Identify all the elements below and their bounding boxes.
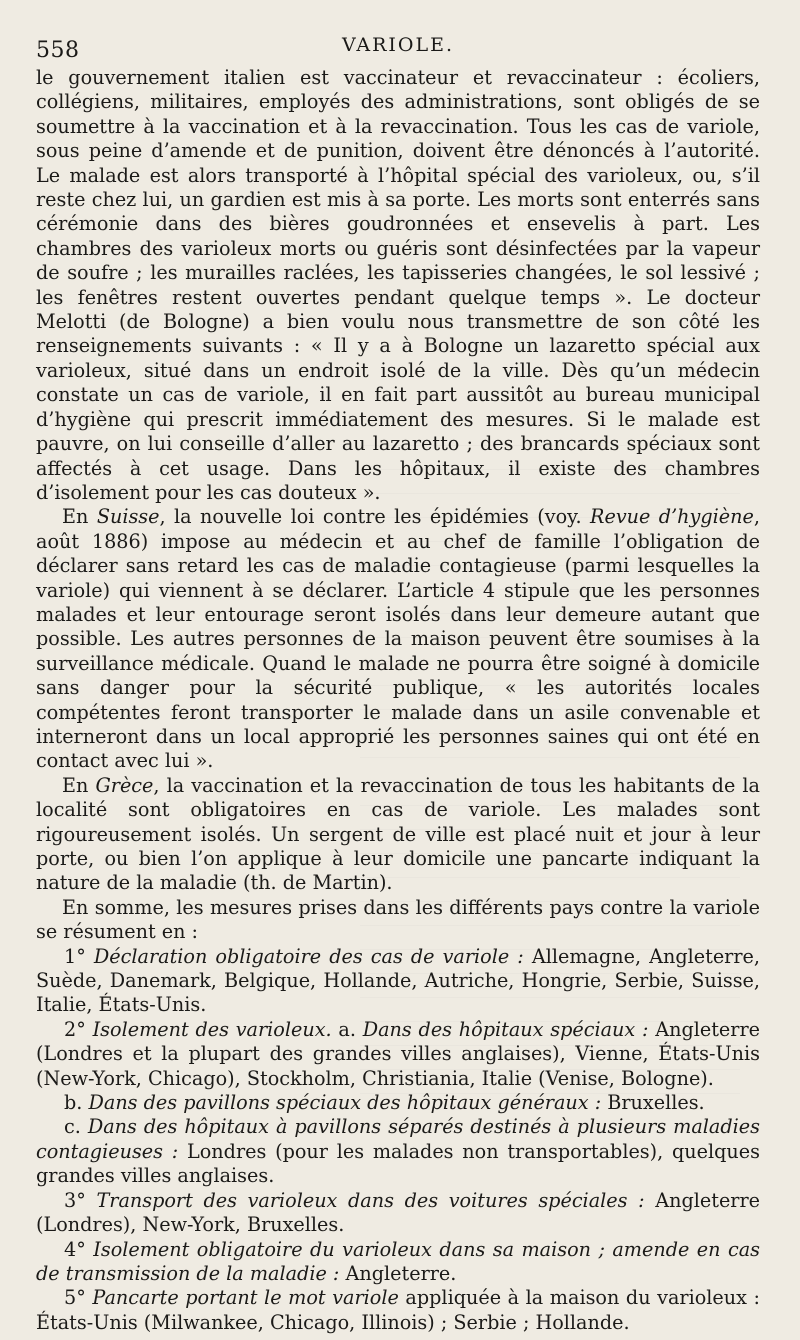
quoted-word: variole	[332, 1286, 399, 1310]
country-prefix: En	[62, 773, 89, 797]
paragraph-text: août 1886) impose au médecin et au chef de famille l’obligation de déclarer sans retard les cas de maladie contagieuse (parmi lesquelles la variole) qui viennent à se déclarer. L’article 4 stipule que les personnes malades et leur entourage seront isolés dans leur demeure autant que possible. Les autres personnes de la maison peuvent être soumises à la surveillance médicale. Quand le malade ne pourra être soigné à domicile sans danger pour la sécurité publique, « les autorités locales compétentes feront transporter le malade dans un asile convenable et interneront dans un local approprié les personnes saines qui ont été en contact avec lui ».	[36, 529, 760, 773]
list-item-text: Angleterre.	[345, 1261, 457, 1285]
country-name-grece: Grèce	[95, 773, 154, 797]
sub-item-title: Dans des hôpitaux spéciaux :	[362, 1017, 649, 1041]
paragraph-italy-continued	[36, 66, 760, 505]
list-item-2	[36, 1018, 760, 1091]
list-number: 5°	[64, 1286, 86, 1310]
list-item-5	[36, 1286, 760, 1335]
sub-label: b.	[64, 1091, 83, 1115]
country-name-suisse: Suisse	[96, 505, 160, 529]
page-number: 558	[36, 38, 80, 63]
sub-item-title: Dans des hôpitaux à pavillons séparés destinés à plusieurs maladies contagieuses :	[36, 1115, 760, 1163]
paragraph-grece	[36, 774, 760, 896]
comma: ,	[753, 505, 760, 529]
running-head	[36, 30, 760, 64]
list-item-1	[36, 945, 760, 1018]
list-item-title: Isolement obligatoire du varioleux dans sa maison ; amende en cas de transmission de la maladie :	[36, 1237, 760, 1285]
sub-item-text: Angleterre (Londres et la plupart des grandes villes anglaises), Vienne, États-Unis (New-York, Chicago), Stockholm, Christiania, Italie (Venise, Bologne).	[36, 1017, 760, 1090]
list-item-title: Déclaration obligatoire des cas de variole :	[93, 944, 524, 968]
journal-title: Revue d’hygiène	[590, 505, 754, 529]
paragraph-text: la nouvelle loi contre les épidémies (voy.	[174, 505, 582, 529]
list-item-title: Isolement des varioleux.	[92, 1017, 332, 1041]
list-item-3	[36, 1189, 760, 1238]
list-item-2c	[36, 1115, 760, 1188]
list-item-4	[36, 1238, 760, 1287]
list-item-text: Angleterre (Londres), New-York, Bruxelles.	[36, 1188, 761, 1237]
paragraph-text: la vaccination et la revaccination de tous les habitants de la localité sont obligatoires en cas de variole. Les malades sont rigoureusement isolés. Un sergent de ville est placé nuit et jour à leur porte, ou bien l’on applique à leur domicile une pancarte indiquant la nature de la maladie (th. de Martin).	[36, 773, 760, 895]
comma: ,	[153, 773, 160, 797]
list-item-title: Pancarte portant le mot	[92, 1286, 326, 1310]
list-item-text: appliquée à la maison du varioleux : États-Unis (Milwankee, Chicago, Illinois) ; Serbie ; Hollande.	[36, 1286, 760, 1334]
paragraph-text: En somme, les mesures prises dans les différents pays contre la variole se résument en :	[36, 895, 760, 944]
sub-label: a.	[338, 1017, 356, 1041]
sub-item-text: Bruxelles.	[607, 1091, 705, 1115]
running-title: VARIOLE.	[341, 34, 455, 56]
sub-item-text: Londres (pour les malades non transportables), quelques grandes villes anglaises.	[36, 1139, 760, 1188]
list-number: 1°	[64, 944, 86, 968]
list-number: 2°	[64, 1017, 86, 1041]
list-number: 4°	[64, 1237, 86, 1261]
list-item-title: Transport des varioleux dans des voitures spéciales :	[96, 1188, 645, 1212]
country-prefix: En	[62, 505, 89, 529]
list-item-2b	[36, 1091, 760, 1115]
paragraph-summary	[36, 896, 760, 945]
paragraph-suisse	[36, 505, 760, 773]
sub-label: c.	[64, 1115, 81, 1139]
comma: ,	[159, 505, 166, 529]
list-number: 3°	[64, 1188, 86, 1212]
paragraph-text: le gouvernement italien est vaccinateur et revaccinateur : écoliers, collégiens, militaires, employés des administrations, sont obligés de se soumettre à la vaccination et à la revaccination. Tous les cas de variole, sous peine d’amende et de punition, doivent être dénoncés à l’autorité. Le malade est alors transporté à l’hôpital spécial des varioleux, ou, s’il reste chez lui, un gardien est mis à sa porte. Les morts sont enterrés sans cérémonie dans des bières goudronnées et ensevelis à part. Les chambres des varioleux morts ou guéris sont désinfectées par la vapeur de soufre ; les murailles raclées, les tapisseries changées, le sol lessivé ; les fenêtres restent ouvertes pendant quelque temps ». Le docteur Melotti (de Bologne) a bien voulu nous transmettre de son côté les renseignements suivants : « Il y a à Bologne un lazaretto spécial aux varioleux, situé dans un endroit isolé de la ville. Dès qu’un médecin constate un cas de variole, il en fait part aussitôt au bureau municipal d’hygiène qui prescrit immédiatement des mesures. Si le malade est pauvre, on lui conseille d’aller au lazaretto ; des brancards spéciaux sont affectés à cet usage. Dans les hôpitaux, il existe des chambres d’isolement pour les cas douteux ».	[36, 66, 760, 504]
list-item-text: Allemagne, Angleterre, Suède, Danemark, Belgique, Hollande, Autriche, Hongrie, Serbie, Suisse, Italie, États-Unis.	[36, 944, 760, 1017]
body-text	[36, 66, 760, 1335]
sub-item-title: Dans des pavillons spéciaux des hôpitaux généraux :	[88, 1091, 602, 1115]
